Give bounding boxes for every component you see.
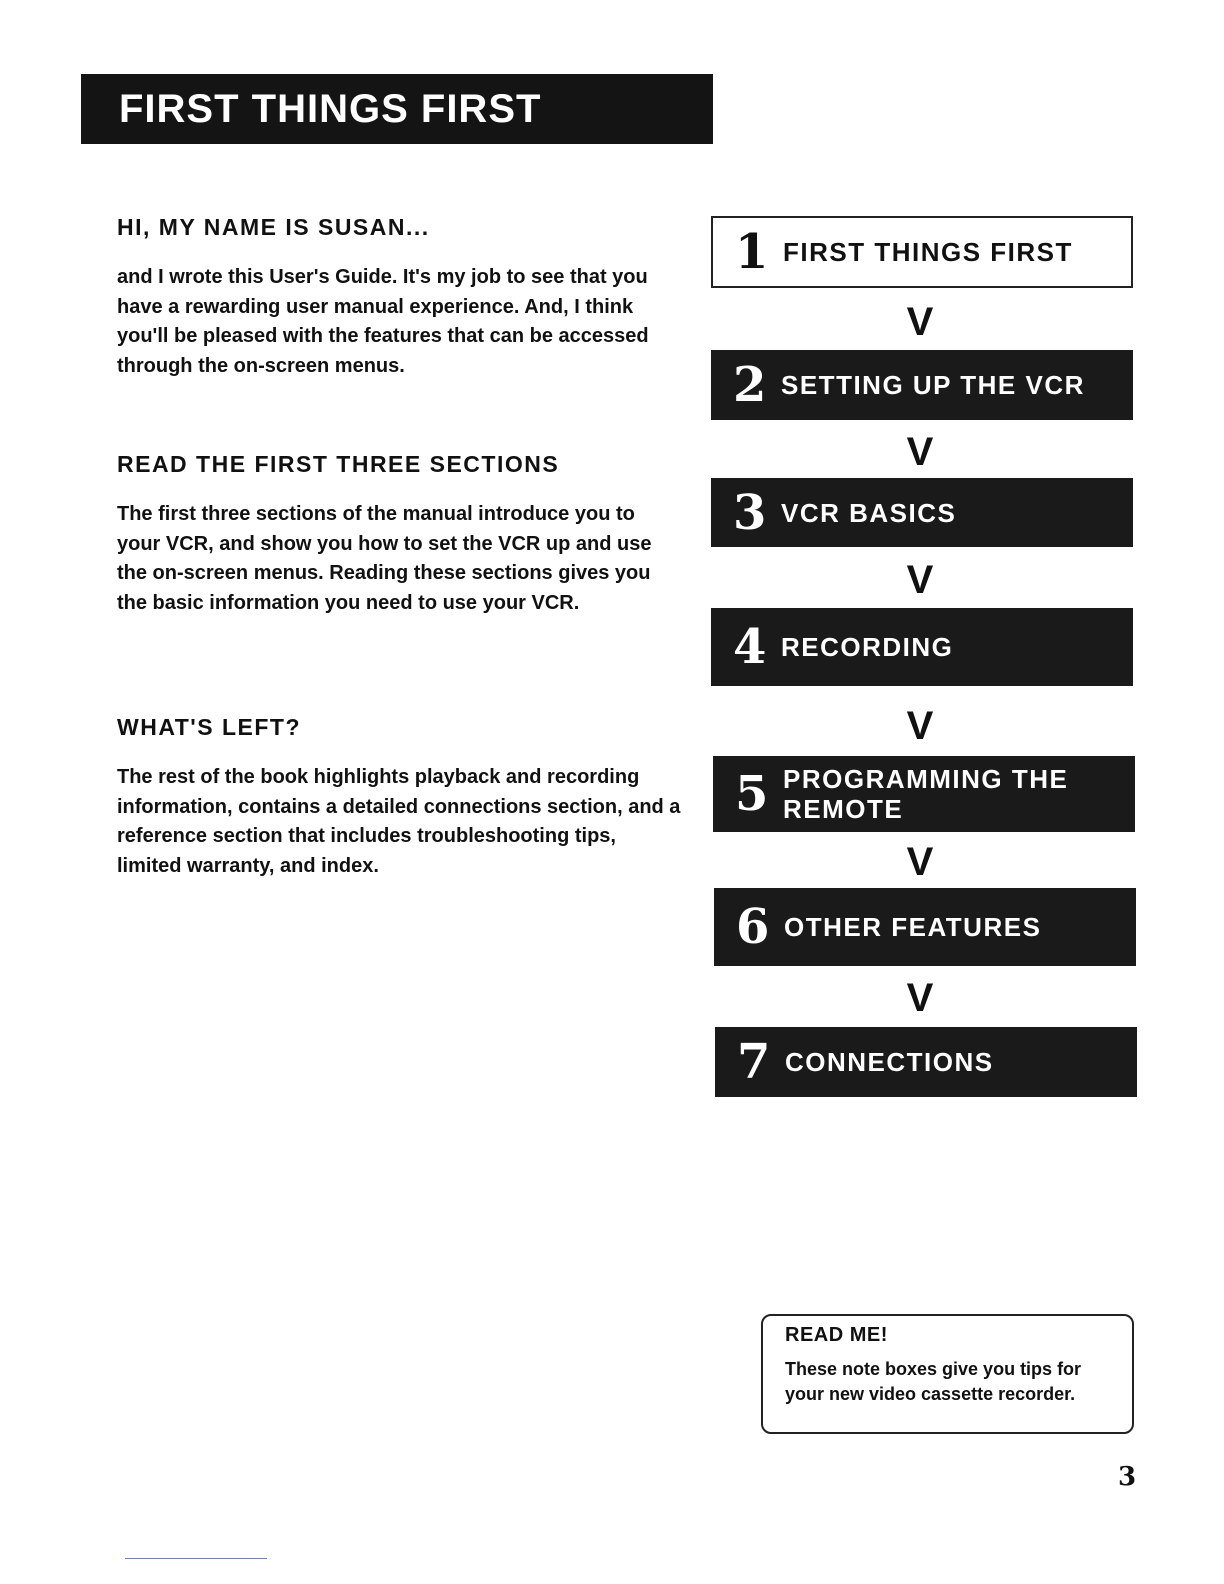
flow-step-3 — [711, 478, 1133, 547]
flow-step-label: VCR BASICS — [781, 497, 957, 528]
first-sections-section — [117, 451, 682, 618]
whats-left-heading: WHAT'S LEFT? — [117, 714, 302, 740]
whats-left-paragraph: The rest of the book highlights playback and recording information, contains a detailed connections section, and a reference section that includes troubleshooting tips, limited warranty, and index. — [117, 766, 681, 877]
flow-step-number: 7 — [737, 1034, 771, 1090]
flow-step-label: OTHER FEATURES — [784, 912, 1042, 942]
footer-rule — [125, 1558, 267, 1559]
page-title-banner — [81, 74, 713, 144]
flow-step-number: 1 — [735, 224, 769, 280]
flow-step-number: 3 — [733, 484, 767, 541]
intro-paragraph: and I wrote this User's Guide. It's my job to see that you have a rewarding user manual experience. And, I think you'll be pleased with the features that can be accessed through the on-screen menus. — [117, 266, 649, 377]
flow-step-5 — [713, 756, 1135, 832]
down-arrow-icon: V — [906, 704, 934, 748]
flow-step-label: RECORDING — [781, 632, 954, 662]
flow-step-7 — [715, 1027, 1137, 1097]
flow-step-6 — [714, 888, 1136, 966]
read-me-note-box — [761, 1314, 1134, 1434]
flow-step-label: FIRST THINGS FIRST — [783, 237, 1073, 267]
flow-step-1 — [711, 216, 1133, 288]
flow-step-number: 5 — [735, 766, 769, 822]
intro-heading: HI, MY NAME IS SUSAN... — [117, 214, 430, 240]
whats-left-section — [117, 714, 682, 881]
flow-step-label: CONNECTIONS — [785, 1047, 994, 1077]
page-number: 3 — [1118, 1462, 1137, 1492]
intro-section — [117, 214, 682, 381]
note-text: These note boxes give you tips for your new video cassette recorder. — [785, 1359, 1082, 1404]
flow-step-number: 4 — [733, 619, 767, 675]
flow-step-label: SETTING UP THE VCR — [781, 370, 1085, 400]
down-arrow-icon: V — [906, 430, 934, 474]
down-arrow-icon: V — [906, 976, 934, 1020]
flow-step-4 — [711, 608, 1133, 686]
flow-step-number: 2 — [733, 357, 767, 413]
note-title: READ ME! — [785, 1324, 888, 1346]
flow-step-2 — [711, 350, 1133, 420]
flow-step-label: PROGRAMMING THE REMOTE — [783, 764, 1069, 824]
down-arrow-icon: V — [906, 558, 934, 602]
flow-step-number: 6 — [736, 899, 770, 955]
first-sections-paragraph: The first three sections of the manual introduce you to your VCR, and show you how to set the VCR up and use the on-screen menus. Reading these sections gives you the basic information you need to use your VCR. — [117, 503, 652, 614]
down-arrow-icon: V — [906, 840, 934, 884]
page-title: FIRST THINGS FIRST — [119, 86, 542, 131]
first-sections-heading: READ THE FIRST THREE SECTIONS — [117, 451, 560, 477]
down-arrow-icon: V — [906, 300, 934, 344]
